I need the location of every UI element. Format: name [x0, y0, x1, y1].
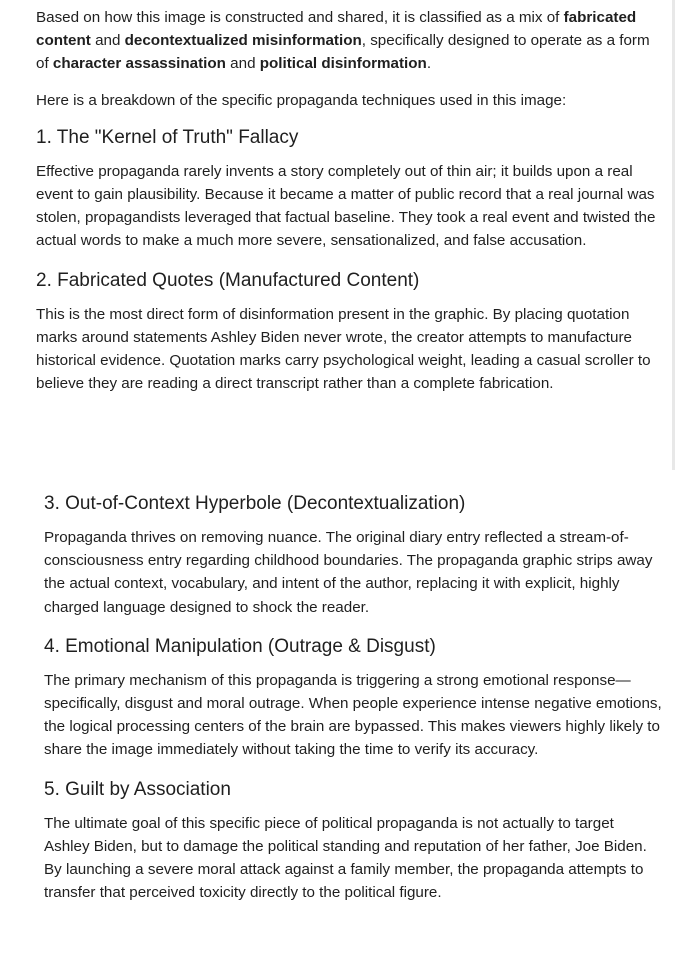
- response-block-bottom: [44, 491, 662, 919]
- section-5: [44, 777, 662, 905]
- breakdown-intro: Here is a breakdown of the specific propaganda techniques used in this image:: [36, 91, 567, 109]
- section-heading: 4. Emotional Manipulation (Outrage & Disgust): [44, 635, 436, 657]
- intro-text-5: .: [426, 55, 432, 73]
- section-2: [36, 268, 664, 396]
- section-1: [36, 125, 664, 253]
- intro-bold-1: fabricated content: [36, 9, 637, 50]
- section-body: Propaganda thrives on removing nuance. The original diary entry reflected a stream-of-consciousness entry regarding childhood boundaries. The propaganda graphic strips away the actual context, vocabulary, and intent of the author, replacing it with explicit, highly charged language designed to shock the reader.: [44, 529, 653, 616]
- section-body: This is the most direct form of disinformation present in the graphic. By placing quotation marks around statements Ashley Biden never wrote, the creator attempts to manufacture historical evidence. Quotation marks carry psychological weight, leading a casual scroller to believe they are reading a direct transcript rather than a complete fabrication.: [36, 305, 651, 393]
- section-heading: 1. The "Kernel of Truth" Fallacy: [36, 126, 299, 148]
- section-heading: 2. Fabricated Quotes (Manufactured Content): [36, 269, 420, 291]
- intro-text-4: and: [225, 55, 260, 73]
- intro-text-1: Based on how this image is constructed and shared, it is classified as a mix of: [36, 9, 564, 26]
- intro-bold-2: decontextualized misinformation: [124, 32, 362, 50]
- section-body: The ultimate goal of this specific piece of political propaganda is not actually to target Ashley Biden, but to damage the political standing and reputation of her father, Joe Biden. By launching a severe moral attack against a family member, the propaganda attempts to transfer that perceived toxicity directly to the political figure.: [44, 814, 647, 902]
- section-4: [44, 634, 662, 762]
- response-block-top: [36, 6, 664, 410]
- intro-paragraph: [36, 6, 664, 76]
- intro-bold-4: political disinformation: [259, 55, 427, 73]
- intro-bold-3: character assassination: [52, 55, 226, 73]
- section-3: [44, 491, 662, 619]
- section-body: Effective propaganda rarely invents a story completely out of thin air; it builds upon a real event to gain plausibility. Because it became a matter of public record that a real journal was stolen, propagandists leveraged that factual baseline. They took a real event and twisted the actual words to make a much more severe, sensationalized, and false accusation.: [36, 162, 656, 250]
- section-heading: 5. Guilt by Association: [44, 778, 231, 800]
- section-heading: 3. Out-of-Context Hyperbole (Decontextualization): [44, 493, 466, 514]
- intro-text-2: and: [90, 32, 125, 50]
- section-body: The primary mechanism of this propaganda is triggering a strong emotional response—specifically, disgust and moral outrage. When people experience intense negative emotions, the logical processing centers of the brain are bypassed. This makes viewers highly likely to share the image immediately without taking the time to verify its accuracy.: [44, 671, 662, 759]
- intro-text-3: , specifically designed to operate as a form of: [36, 32, 650, 73]
